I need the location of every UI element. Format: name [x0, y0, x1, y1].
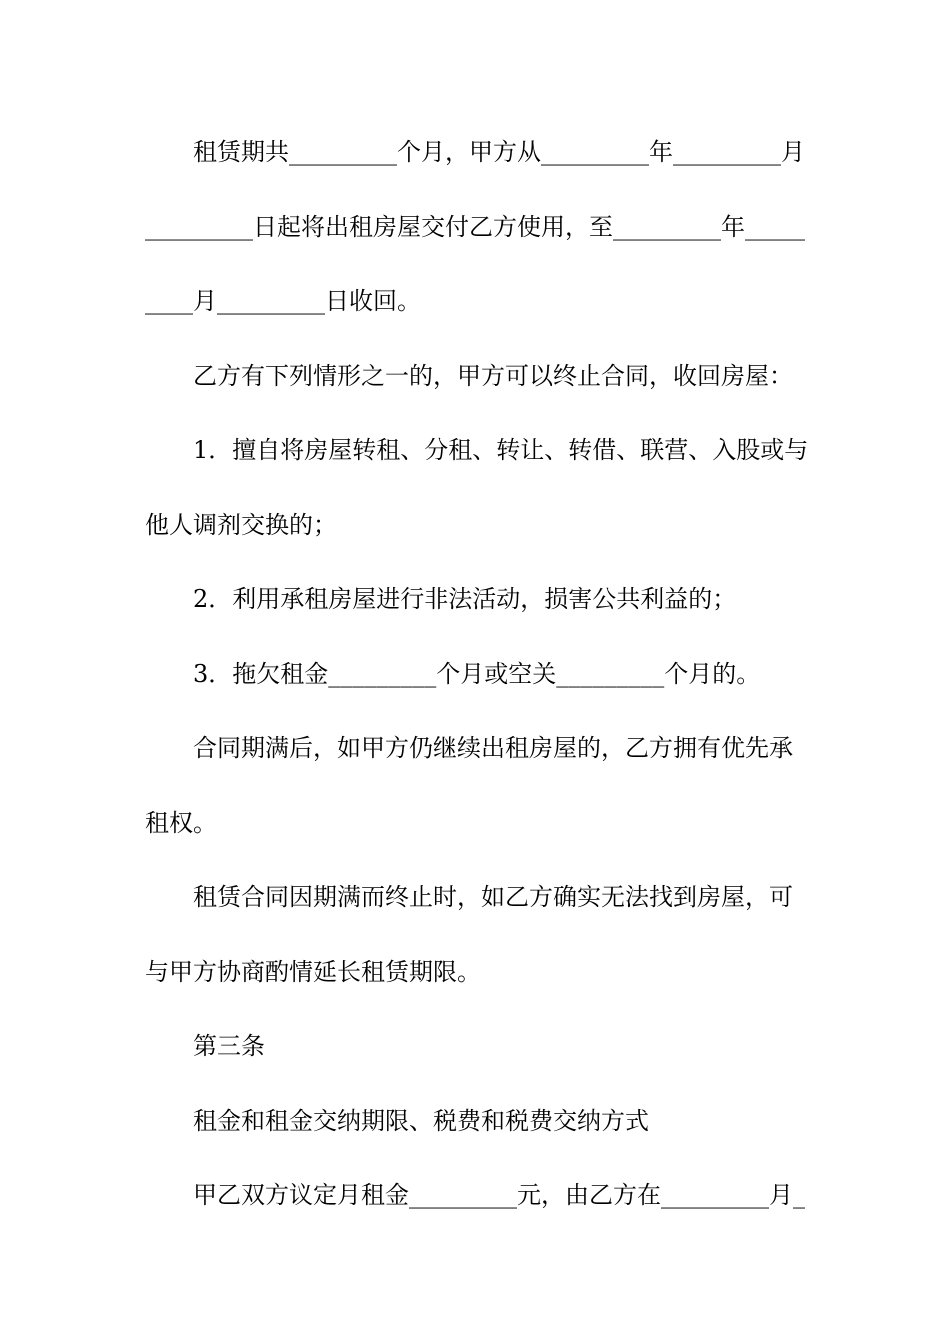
text-line-8: 3．拖欠租金_________个月或空关_________个月的。: [193, 660, 761, 688]
text-line-10: 租权。: [145, 809, 217, 837]
text-line-6: 他人调剂交换的；: [145, 511, 337, 539]
text-line-3: ____月_________日收回。: [145, 287, 421, 315]
text-line-11: 租赁合同因期满而终止时，如乙方确实无法找到房屋，可: [193, 883, 793, 911]
section-subtitle: 租金和租金交纳期限、税费和税费交纳方式: [193, 1107, 649, 1135]
text-line-4: 乙方有下列情形之一的，甲方可以终止合同，收回房屋：: [193, 362, 793, 390]
section-heading: 第三条: [193, 1032, 265, 1060]
text-line-12: 与甲方协商酌情延长租赁期限。: [145, 958, 481, 986]
text-line-15: 甲乙双方议定月租金_________元，由乙方在_________月_: [193, 1181, 805, 1209]
text-line-1: 租赁期共_________个月，甲方从_________年_________月: [193, 138, 805, 166]
text-line-2: _________日起将出租房屋交付乙方使用，至_________年_____: [145, 213, 805, 241]
text-line-7: 2．利用承租房屋进行非法活动，损害公共利益的；: [193, 585, 737, 613]
text-line-5: 1．擅自将房屋转租、分租、转让、转借、联营、入股或与: [193, 436, 809, 464]
text-line-9: 合同期满后，如甲方仍继续出租房屋的，乙方拥有优先承: [193, 734, 793, 762]
